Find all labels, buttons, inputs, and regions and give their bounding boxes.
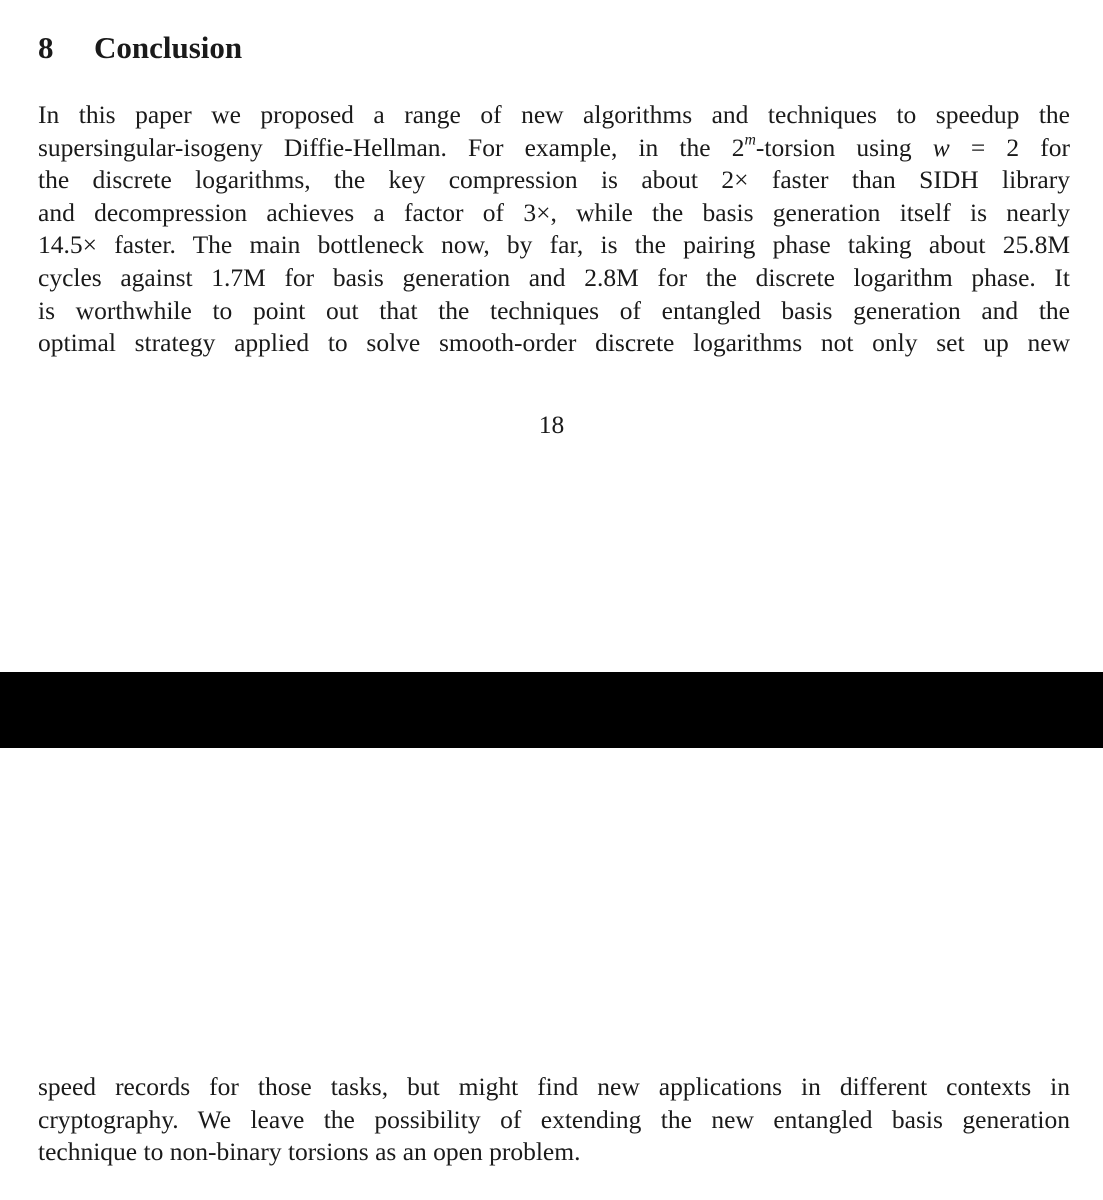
section-title: Conclusion bbox=[94, 30, 243, 65]
text-line: is worthwhile to point out that the techniques of entangled basis generation and the bbox=[38, 295, 1070, 325]
conclusion-paragraph-top bbox=[38, 99, 1070, 360]
text-line: and decompression achieves a factor of 3×, while the basis generation itself is nearly bbox=[38, 197, 1070, 227]
redaction-bar bbox=[0, 672, 1103, 748]
section-number: 8 bbox=[38, 30, 54, 65]
text-line: In this paper we proposed a range of new algorithms and techniques to speedup the bbox=[38, 100, 1070, 129]
section-heading bbox=[38, 28, 242, 68]
conclusion-paragraph-bottom bbox=[38, 1071, 1070, 1169]
math-variable: w bbox=[932, 132, 950, 162]
text-line: technique to non-binary torsions as an open problem. bbox=[38, 1137, 581, 1167]
text-line: cryptography. We leave the possibility of extending the new entangled basis generation bbox=[38, 1104, 1070, 1134]
text-line: speed records for those tasks, but might find new applications in different contexts in bbox=[38, 1072, 1070, 1101]
page-number: 18 bbox=[538, 410, 565, 439]
text-line-with-math: supersingular-isogeny Diffie-Hellman. For example, in the 2$^m$-torsion using w = 2 for bbox=[38, 131, 1070, 162]
math-exponent: m bbox=[744, 131, 756, 149]
text-line: 14.5× faster. The main bottleneck now, by far, is the pairing phase taking about 25.8M bbox=[38, 230, 1070, 260]
text-line: optimal strategy applied to solve smooth-order discrete logarithms not only set up new bbox=[38, 328, 1070, 358]
text-line: cycles against 1.7M for basis generation and 2.8M for the discrete logarithm phase. It bbox=[38, 262, 1070, 292]
math-base: 2 bbox=[731, 132, 745, 162]
text-line: the discrete logarithms, the key compression is about 2× faster than SIDH library bbox=[38, 165, 1070, 195]
